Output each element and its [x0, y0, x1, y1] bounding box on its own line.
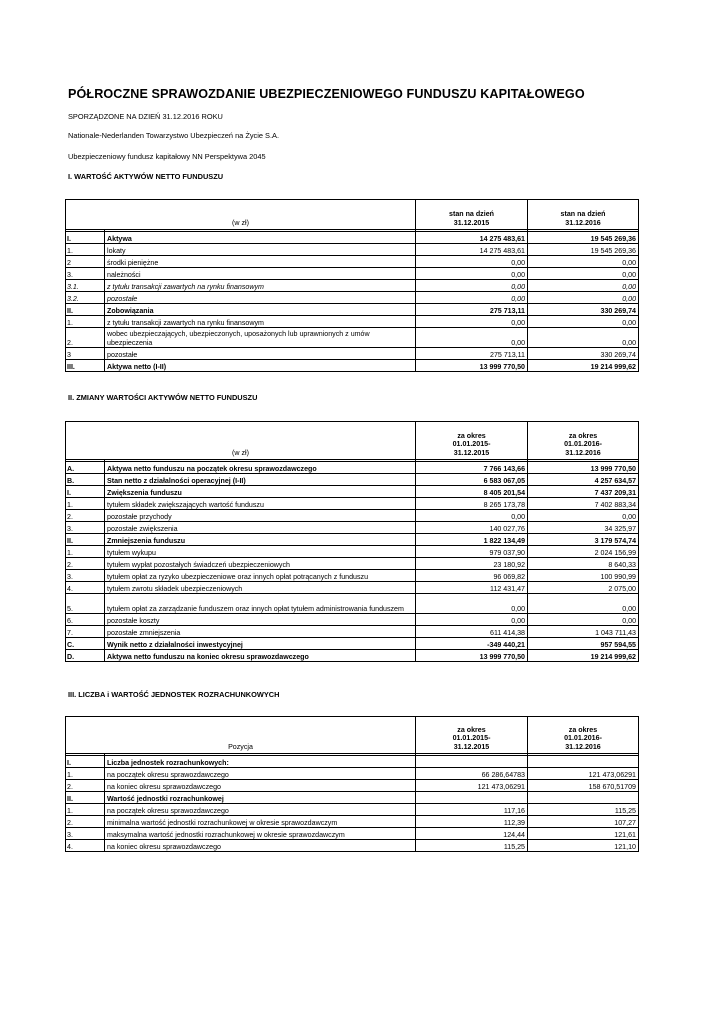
row-number: 1. — [66, 546, 105, 558]
row-label: Zmniejszenia funduszu — [105, 534, 416, 546]
value-2016: 34 325,97 — [528, 522, 639, 534]
value-2015: 275 713,11 — [416, 348, 528, 360]
table-row — [66, 768, 639, 780]
value-2016: 19 214 999,62 — [528, 650, 639, 662]
table-row — [66, 570, 639, 582]
value-2015: 14 275 483,61 — [416, 232, 528, 244]
table-row — [66, 486, 639, 498]
table-row — [66, 268, 639, 280]
table-row — [66, 328, 639, 348]
row-label: tytułem wypłat pozostałych świadczeń ubezpieczeniowych — [105, 558, 416, 570]
row-number: 1. — [66, 244, 105, 256]
value-2015: 0,00 — [416, 268, 528, 280]
row-number: 3 — [66, 348, 105, 360]
table-row — [66, 360, 639, 372]
header-period-2016: stan na dzień 31.12.2016 — [528, 200, 639, 230]
value-2016: 0,00 — [528, 328, 639, 348]
row-number: B. — [66, 474, 105, 486]
value-2015: 0,00 — [416, 280, 528, 292]
row-label: z tytułu transakcji zawartych na rynku finansowym — [105, 316, 416, 328]
table-row — [66, 348, 639, 360]
value-2016: 121 473,06291 — [528, 768, 639, 780]
value-2016: 0,00 — [528, 268, 639, 280]
row-label: pozostałe — [105, 348, 416, 360]
row-number: III. — [66, 360, 105, 372]
value-2015: 7 766 143,66 — [416, 462, 528, 474]
row-label: na początek okresu sprawozdawczego — [105, 804, 416, 816]
value-2016: 0,00 — [528, 594, 639, 614]
row-number: 2. — [66, 780, 105, 792]
row-label: tytułem opłat za zarządzanie funduszem oraz innych opłat tytułem administrowania funduszem — [105, 594, 416, 614]
row-number: 1. — [66, 316, 105, 328]
value-2015: 66 286,64783 — [416, 768, 528, 780]
row-number: II. — [66, 304, 105, 316]
row-label: z tytułu transakcji zawartych na rynku finansowym — [105, 280, 416, 292]
value-2015: 112 431,47 — [416, 582, 528, 594]
value-2015: -349 440,21 — [416, 638, 528, 650]
value-2015 — [416, 756, 528, 768]
row-label: minimalna wartość jednostki rozrachunkowej w okresie sprawozdawczym — [105, 816, 416, 828]
value-2015: 140 027,76 — [416, 522, 528, 534]
row-number: 1. — [66, 804, 105, 816]
value-2015: 0,00 — [416, 614, 528, 626]
settlement-units-table — [65, 716, 639, 852]
table-row — [66, 534, 639, 546]
row-label: tytułem zwrotu składek ubezpieczeniowych — [105, 582, 416, 594]
value-2015: 0,00 — [416, 594, 528, 614]
row-number: 3.2. — [66, 292, 105, 304]
value-2015: 275 713,11 — [416, 304, 528, 316]
row-label: Zwiększenia funduszu — [105, 486, 416, 498]
row-number: 3. — [66, 570, 105, 582]
value-2016: 0,00 — [528, 614, 639, 626]
value-2016: 0,00 — [528, 292, 639, 304]
row-number: D. — [66, 650, 105, 662]
table-row — [66, 304, 639, 316]
value-2016: 0,00 — [528, 510, 639, 522]
fund-name: Ubezpieczeniowy fundusz kapitałowy NN Perspektywa 2045 — [68, 152, 266, 161]
row-number: I. — [66, 486, 105, 498]
value-2016: 3 179 574,74 — [528, 534, 639, 546]
table-row — [66, 614, 639, 626]
row-number: 2. — [66, 558, 105, 570]
table-row — [66, 462, 639, 474]
value-2016: 4 257 634,57 — [528, 474, 639, 486]
value-2016: 0,00 — [528, 256, 639, 268]
row-label: maksymalna wartość jednostki rozrachunkowej w okresie sprawozdawczym — [105, 828, 416, 840]
value-2016 — [528, 756, 639, 768]
row-label: na koniec okresu sprawozdawczego — [105, 840, 416, 852]
value-2015: 6 583 067,05 — [416, 474, 528, 486]
row-label: lokaty — [105, 244, 416, 256]
value-2015: 1 822 134,49 — [416, 534, 528, 546]
row-label: pozostałe zwiększenia — [105, 522, 416, 534]
table-row — [66, 510, 639, 522]
value-2016: 2 075,00 — [528, 582, 639, 594]
value-2015: 14 275 483,61 — [416, 244, 528, 256]
value-2016: 1 043 711,43 — [528, 626, 639, 638]
row-label: Wynik netto z działalności inwestycyjnej — [105, 638, 416, 650]
value-2015: 121 473,06291 — [416, 780, 528, 792]
value-2016: 330 269,74 — [528, 348, 639, 360]
row-label: pozostałe — [105, 292, 416, 304]
report-title: PÓŁROCZNE SPRAWOZDANIE UBEZPIECZENIOWEGO FUNDUSZU KAPITAŁOWEGO — [68, 87, 585, 101]
value-2015: 8 405 201,54 — [416, 486, 528, 498]
table-row — [66, 626, 639, 638]
row-label: pozostałe przychody — [105, 510, 416, 522]
header-period-2016: za okres 01.01.2016- 31.12.2016 — [528, 717, 639, 754]
section-1-title: I. WARTOŚĆ AKTYWÓW NETTO FUNDUSZU — [68, 172, 224, 181]
net-assets-table — [65, 199, 639, 372]
section-2-title: II. ZMIANY WARTOŚCI AKTYWÓW NETTO FUNDUSZU — [68, 393, 258, 402]
value-2016: 158 670,51709 — [528, 780, 639, 792]
value-2016: 107,27 — [528, 816, 639, 828]
row-label: pozostałe koszty — [105, 614, 416, 626]
row-number: 2. — [66, 510, 105, 522]
row-number: I. — [66, 232, 105, 244]
table-row — [66, 756, 639, 768]
row-number: I. — [66, 756, 105, 768]
value-2016: 121,10 — [528, 840, 639, 852]
table-row — [66, 840, 639, 852]
row-number: A. — [66, 462, 105, 474]
value-2016: 115,25 — [528, 804, 639, 816]
table-row — [66, 280, 639, 292]
value-2016: 2 024 156,99 — [528, 546, 639, 558]
table-row — [66, 780, 639, 792]
row-label: Liczba jednostek rozrachunkowych: — [105, 756, 416, 768]
value-2015: 0,00 — [416, 292, 528, 304]
row-number: 5. — [66, 594, 105, 614]
row-label: na koniec okresu sprawozdawczego — [105, 780, 416, 792]
table-row — [66, 256, 639, 268]
value-2016: 19 214 999,62 — [528, 360, 639, 372]
value-2015: 96 069,82 — [416, 570, 528, 582]
table-row — [66, 638, 639, 650]
value-2016: 100 990,99 — [528, 570, 639, 582]
row-number: 4. — [66, 840, 105, 852]
value-2016: 19 545 269,36 — [528, 244, 639, 256]
header-unit: Pozycja — [66, 717, 416, 754]
value-2016: 0,00 — [528, 316, 639, 328]
row-number: II. — [66, 534, 105, 546]
value-2015: 112,39 — [416, 816, 528, 828]
row-number: 7. — [66, 626, 105, 638]
header-unit: (w zł) — [66, 200, 416, 230]
table-row — [66, 546, 639, 558]
row-number: 2. — [66, 328, 105, 348]
row-number: 4. — [66, 582, 105, 594]
row-label: tytułem wykupu — [105, 546, 416, 558]
row-label: tytułem składek zwiększających wartość funduszu — [105, 498, 416, 510]
company-name: Nationale-Nederlanden Towarzystwo Ubezpieczeń na Życie S.A. — [68, 131, 280, 140]
table-row — [66, 792, 639, 804]
table-row — [66, 522, 639, 534]
row-number: 3. — [66, 268, 105, 280]
row-label: Aktywa netto (I-II) — [105, 360, 416, 372]
row-label: Aktywa netto funduszu na koniec okresu sprawozdawczego — [105, 650, 416, 662]
row-label: należności — [105, 268, 416, 280]
value-2016: 7 402 883,34 — [528, 498, 639, 510]
header-unit: (w zł) — [66, 422, 416, 460]
header-period-2016: za okres 01.01.2016- 31.12.2016 — [528, 422, 639, 460]
row-label: Aktywa netto funduszu na początek okresu sprawozdawczego — [105, 462, 416, 474]
header-period-2015: stan na dzień 31.12.2015 — [416, 200, 528, 230]
table-row — [66, 292, 639, 304]
row-number: 3. — [66, 828, 105, 840]
value-2016: 330 269,74 — [528, 304, 639, 316]
row-label: Stan netto z działalności operacyjnej (I-II) — [105, 474, 416, 486]
value-2016: 121,61 — [528, 828, 639, 840]
row-label: Zobowiązania — [105, 304, 416, 316]
table-row — [66, 232, 639, 244]
value-2015: 0,00 — [416, 316, 528, 328]
value-2015: 8 265 173,78 — [416, 498, 528, 510]
section-3-title: III. LICZBA i WARTOŚĆ JEDNOSTEK ROZRACHUNKOWYCH — [68, 690, 280, 699]
table-row — [66, 804, 639, 816]
row-label: wobec ubezpieczających, ubezpieczonych, uposażonych lub uprawnionych z umów ubezpieczenia — [105, 328, 416, 348]
value-2015: 117,16 — [416, 804, 528, 816]
table-row — [66, 558, 639, 570]
value-2016: 13 999 770,50 — [528, 462, 639, 474]
value-2015: 23 180,92 — [416, 558, 528, 570]
value-2015: 0,00 — [416, 328, 528, 348]
row-label: środki pieniężne — [105, 256, 416, 268]
value-2016: 957 594,55 — [528, 638, 639, 650]
table-row — [66, 316, 639, 328]
value-2016: 8 640,33 — [528, 558, 639, 570]
table-row — [66, 828, 639, 840]
row-label: Wartość jednostki rozrachunkowej — [105, 792, 416, 804]
value-2015: 13 999 770,50 — [416, 650, 528, 662]
table-row — [66, 582, 639, 594]
table-row — [66, 498, 639, 510]
value-2015: 13 999 770,50 — [416, 360, 528, 372]
value-2015 — [416, 792, 528, 804]
header-period-2015: za okres 01.01.2015- 31.12.2015 — [416, 422, 528, 460]
row-label: pozostałe zmniejszenia — [105, 626, 416, 638]
value-2015: 0,00 — [416, 256, 528, 268]
row-number: II. — [66, 792, 105, 804]
table-row — [66, 474, 639, 486]
row-number: 2. — [66, 816, 105, 828]
row-label: tytułem opłat za ryzyko ubezpieczeniowe oraz innych opłat potrącanych z funduszu — [105, 570, 416, 582]
value-2015: 979 037,90 — [416, 546, 528, 558]
header-period-2015: za okres 01.01.2015- 31.12.2015 — [416, 717, 528, 754]
row-label: na początek okresu sprawozdawczego — [105, 768, 416, 780]
table-row — [66, 594, 639, 614]
table-row — [66, 816, 639, 828]
row-number: C. — [66, 638, 105, 650]
report-date: SPORZĄDZONE NA DZIEŃ 31.12.2016 ROKU — [68, 112, 223, 121]
value-2016: 7 437 209,31 — [528, 486, 639, 498]
value-2016: 0,00 — [528, 280, 639, 292]
row-number: 2 — [66, 256, 105, 268]
row-number: 3. — [66, 522, 105, 534]
value-2016: 19 545 269,36 — [528, 232, 639, 244]
row-number: 1. — [66, 768, 105, 780]
value-2015: 115,25 — [416, 840, 528, 852]
value-2015: 0,00 — [416, 510, 528, 522]
row-label: Aktywa — [105, 232, 416, 244]
table-row — [66, 650, 639, 662]
value-2015: 124,44 — [416, 828, 528, 840]
row-number: 3.1. — [66, 280, 105, 292]
net-assets-changes-table — [65, 421, 639, 662]
table-row — [66, 244, 639, 256]
value-2015: 611 414,38 — [416, 626, 528, 638]
row-number: 1. — [66, 498, 105, 510]
row-number: 6. — [66, 614, 105, 626]
value-2016 — [528, 792, 639, 804]
